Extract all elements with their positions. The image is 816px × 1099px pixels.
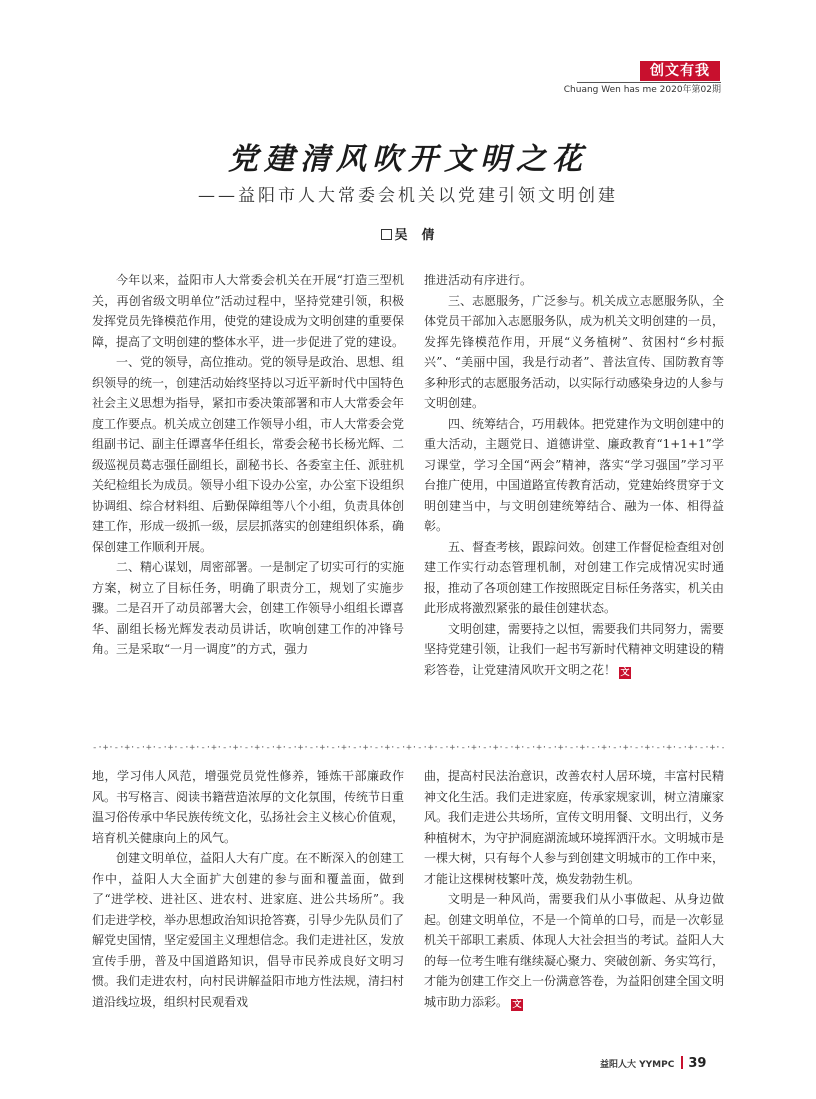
author-given-name: 倩 (421, 228, 435, 243)
column-top-left (92, 270, 404, 660)
author-surname: 吴 (394, 228, 408, 243)
column-bottom-right (424, 766, 724, 1012)
paragraph: 二、精心谋划，周密部署。一是制定了切实可行的实施方案，树立了目标任务，明确了职责分工，规划了实施步骤。二是召开了动员部署大会，创建工作领导小组组长谭喜华、副组长杨光辉发表动员讲话，吹响创建工作的冲锋号角。三是采取“一月一调度”的方式，强力 (92, 560, 405, 656)
article-subtitle: ——益阳市人大常委会机关以党建引领文明创建 (198, 186, 618, 206)
header-rule (577, 82, 721, 83)
author-box-icon (381, 229, 392, 240)
paragraph: 五、督查考核，跟踪问效。创建工作督促检查组对创建工作实行动态管理机制，对创建工作完成情况实时通报，推动了各项创建工作按照既定目标任务落实，机关由此形成将激烈紧张的最佳创建状态。 (424, 539, 725, 615)
paragraph: 地，学习伟人风范，增强党员党性修养，锤炼干部廉政作风。书写格言、阅读书籍营造浓厚的文化氛围，传统节日重温习俗传承中华民族传统文化，弘扬社会主义核心价值观，培育机关健康向上的风气。 (92, 769, 405, 845)
paragraph: 文明是一种风尚，需要我们从小事做起、从身边做起。创建文明单位，不是一个简单的口号，而是一次彰显机关干部职工素质、体现人大社会担当的考试。益阳人大的每一位考生唯有继续凝心聚力、突破创新、务实笃行，才能为创建工作交上一份满意答卷，为益阳创建全国文明城市助力添彩。 (424, 892, 725, 1009)
paragraph: 创建文明单位，益阳人大有广度。在不断深入的创建工作中，益阳人大全面扩大创建的参与面和覆盖面，做到了“进学校、进社区、进农村、进家庭、进公共场所”。我们走进学校，举办思想政治知识抢答赛，引导少先队员们了解党史国情，坚定爱国主义理想信念。我们走进社区，发放宣传手册，普及中国道路知识，倡导市民养成良好文明习惯。我们走进农村，向村民讲解益阳市地方性法规，清扫村道沿线垃圾，组织村民观看戏 (92, 851, 405, 1009)
paragraph: 今年以来，益阳市人大常委会机关在开展“打造三型机关，再创省级文明单位”活动过程中，坚持党建引领，积极发挥党员先锋模范作用，使党的建设成为文明创建的重要保障，提高了文明创建的整体水平，进一步促进了党的建设。 (92, 273, 405, 349)
page-number: 39 (688, 1056, 707, 1071)
column-bottom-left (92, 766, 404, 1012)
footer-magazine-name: 益阳人大 YYMPC (600, 1060, 675, 1070)
magazine-issue-info: Chuang Wen has me 2020年第02期 (563, 85, 721, 95)
footer-bar (681, 1056, 683, 1069)
paragraph: 三、志愿服务，广泛参与。机关成立志愿服务队，全体党员干部加入志愿服务队，成为机关文明创建的一员，发挥先锋模范作用，开展“义务植树”、贫困村“乡村振兴”、“美丽中国，我是行动者”、普法宣传、国防教育等多种形式的志愿服务活动，以实际行动感染身边的人参与文明创建。 (424, 293, 725, 410)
column-top-right (424, 270, 724, 680)
paragraph-with-endmark (424, 619, 724, 681)
article-title: 党建清风吹开文明之花 (228, 142, 588, 177)
author-byline (0, 226, 816, 246)
paragraph: 曲，提高村民法治意识，改善农村人居环境，丰富村民精神文化生活。我们走进家庭，传承家规家训，树立清廉家风。我们走进公共场所，宣传文明用餐、文明出行，义务种植树木，为守护洞庭湖流域环境挥洒汗水。文明城市是一棵大树，只有每个人参与到创建文明城市的工作中来，才能让这棵树枝繁叶茂，焕发勃勃生机。 (424, 769, 725, 886)
paragraph: 一、党的领导，高位推动。党的领导是政治、思想、组织领导的统一，创建活动始终坚持以习近平新时代中国特色社会主义思想为指导，紧扣市委决策部署和市人大常委会年度工作要点。机关成立创建工作领导小组，市人大常委会党组副书记、副主任谭喜华任组长，常委会秘书长杨光辉、二级巡视员葛志强任副组长，副秘书长、各委室主任、派驻机关纪检组长为成员。领导小组下设办公室，办公室下设组织协调组、综合材料组、后勤保障组等八个小组，负责具体创建工作，形成一级抓一级，层层抓落实的创建组织体系，确保创建工作顺利开展。 (92, 355, 405, 554)
paragraph: 文明创建，需要持之以恒，需要我们共同努力，需要坚持党建引领，让我们一起书写新时代精神文明建设的精彩答卷，让党建清风吹开文明之花！ (424, 621, 725, 677)
end-mark-icon: 文 (512, 999, 522, 1010)
section-tag: 创文有我 (640, 61, 720, 81)
section-divider (92, 744, 724, 752)
page-footer (600, 1056, 730, 1072)
paragraph: 推进活动有序进行。 (424, 273, 533, 287)
paragraph: 四、统筹结合，巧用载体。把党建作为文明创建中的重大活动，主题党日、道德讲堂、廉政教育“1+1+1”学习课堂，学习全国“两会”精神，落实“学习强国”学习平台推广使用，中国道路宣传教育活动，党建始终贯穿于文明创建当中，与文明创建统筹结合、融为一体、相得益彰。 (424, 416, 725, 533)
end-mark-icon: 文 (620, 667, 630, 678)
paragraph-with-endmark (424, 889, 724, 1012)
